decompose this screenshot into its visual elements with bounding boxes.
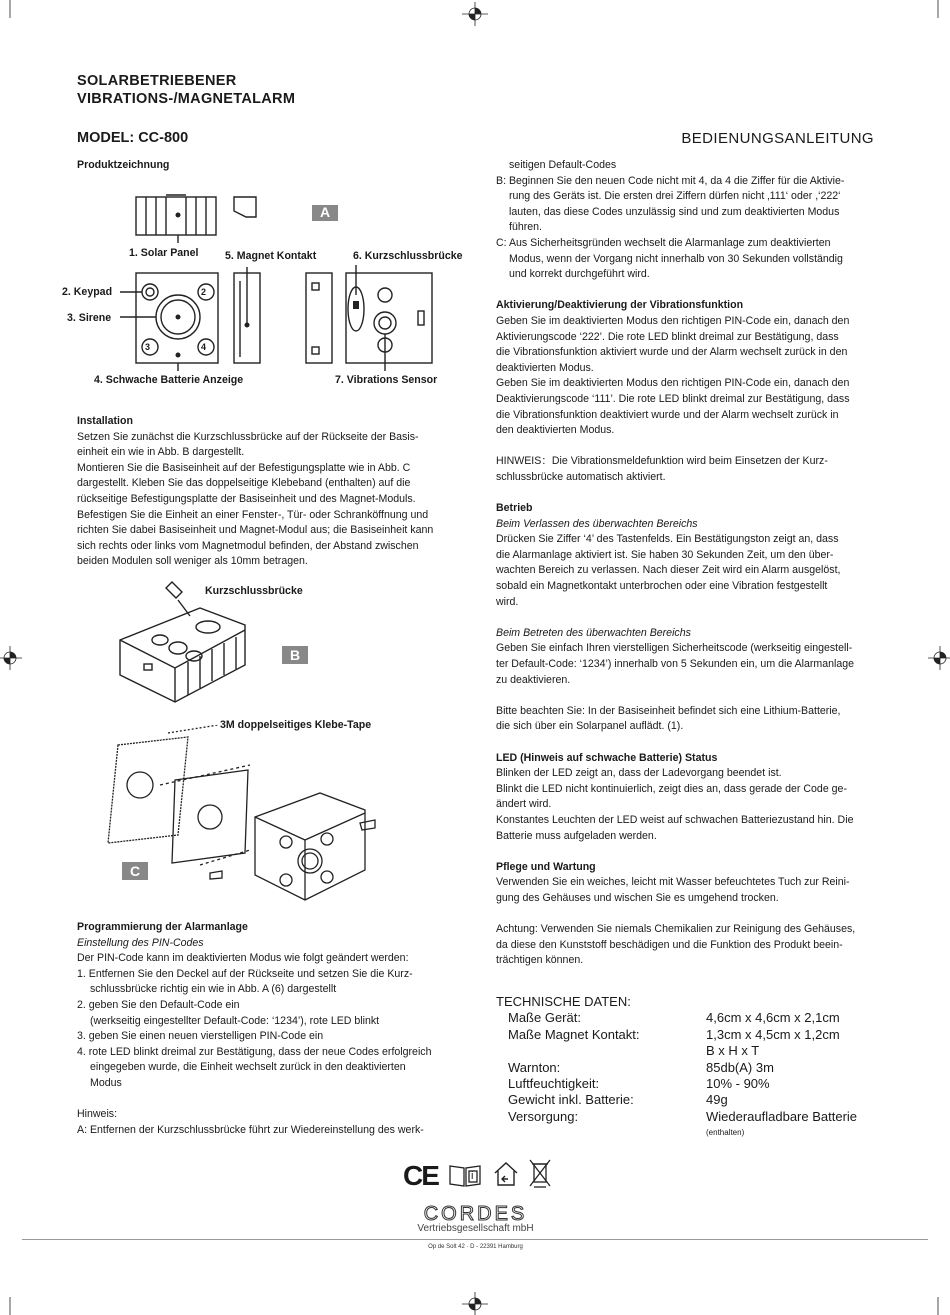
callout-keypad: 2. Keypad: [62, 286, 113, 298]
title-line-1: SOLARBETRIEBENER: [77, 73, 237, 89]
title-line-2: VIBRATIONS-/MAGNETALARM: [77, 91, 296, 107]
hint-label: Hinweis:: [77, 1108, 118, 1121]
programming-heading: Programmierung der Alarmanlage: [77, 921, 248, 933]
tech-value: 49g: [706, 1092, 728, 1108]
operation-heading: Betrieb: [496, 502, 533, 515]
led-heading: LED (Hinweis auf schwache Batterie) Status: [496, 751, 718, 764]
tech-data: [496, 994, 876, 1137]
tech-row: [496, 1060, 876, 1076]
care-warning: Achtung: Verwenden Sie niemals Chemikalien zur Reinigung des Gehäuses, da diese den Kunststoff beschädigen und die Funktion des Produkt beein- trächtigen können.: [496, 923, 856, 967]
callout-tape: 3M doppelseitiges Klebe-Tape: [220, 719, 372, 731]
hint-a-continued: seitigen Default-Codes: [509, 159, 617, 171]
figure-b-drawing: [110, 580, 310, 715]
drawing-heading: Produktzeichnung: [77, 159, 170, 171]
right-column: [496, 158, 886, 969]
callout-short-bridge-b: Kurzschlussbrücke: [205, 585, 303, 597]
programming-step: 1. Entfernen Sie den Deckel auf der Rückseite und setzen Sie die Kurz- schlussbrücke richtig ein wie in Abb. A (6) dargestellt: [77, 967, 413, 996]
vibration-activate-text: Geben Sie im deaktivierten Modus den richtigen PIN-Code ein, danach den Aktivierungscode ‘222’. Die rote LED blinkt dreimal zur Bestätigung, dass die Vibrationsfunktion aktiviert wurde und der Alarm wechselt zurück in den deaktivierten Modus.: [496, 314, 850, 374]
hint-c: C: Aus Sicherheitsgründen wechselt die Alarmanlage zum deaktivierten Modus, wenn der Vorgang nicht innerhalb von 30 Sekunden vollständig und korrekt durchgeführt wird.: [496, 236, 843, 281]
figure-c-label: C: [122, 862, 148, 880]
product-drawing-a: [60, 185, 490, 400]
tech-value: Wiederaufladbare Batterie: [706, 1108, 858, 1124]
installation-line: dargestellt. Kleben Sie das doppelseitige Klebeband (enthalten) auf die: [77, 477, 411, 490]
tech-key: Versorgung:: [508, 1108, 579, 1124]
programming-section: [77, 920, 477, 1138]
installation-line: einheit ein wie in Abb. B dargestellt.: [77, 446, 245, 459]
installation-section: [77, 414, 477, 570]
leave-area-heading: Beim Verlassen des überwachten Bereichs: [496, 517, 698, 530]
tech-key: Maße Magnet Kontakt:: [508, 1026, 640, 1042]
programming-intro: Der PIN-Code kann im deaktivierten Modus wie folgt geändert werden:: [77, 952, 409, 965]
tech-value: 4,6cm x 4,6cm x 2,1cm: [706, 1010, 840, 1026]
tech-row: [496, 1043, 876, 1059]
company-address: Op de Solt 42 · D - 22391 Hamburg: [428, 1244, 523, 1250]
figure-a-label: A: [319, 204, 331, 220]
callout-vibration-sensor: 7. Vibrations Sensor: [335, 374, 438, 386]
tech-key: Luftfeuchtigkeit:: [508, 1075, 600, 1091]
installation-line: beiden Modulen soll weniger als 10mm betragen.: [77, 555, 308, 568]
leave-area-text: Drücken Sie Ziffer ‘4’ des Tastenfelds. Ein Bestätigungston zeigt an, dass die Alarmanlage aktiviert ist. Sie haben 30 Sekunden Zeit, um den über- wachten Bereich zu verlassen. Nach dieser Zeit wird ein Alarm ausgelöst, sobald ein Magnetkontakt unterbrochen oder eine Vibration festgestellt wird.: [496, 533, 841, 608]
installation-text: [77, 430, 477, 570]
installation-line: rückseitige Befestigungsplatte der Basiseinheit und des Magnet-Moduls.: [77, 492, 416, 505]
info-glyph: i: [471, 1170, 474, 1182]
document-title: [77, 72, 295, 108]
led-text: Blinken der LED zeigt an, dass der Ladevorgang beendet ist. Blinkt die LED nicht kontinuierlich, zeigt dies an, dass gerade der Code ge- ändert wird. Konstantes Leuchten der LED weist auf schwachen Batteriezustand hin. Die Batterie muss aufgeladen werden.: [496, 767, 854, 842]
tech-value: 10% - 90%: [706, 1075, 770, 1091]
key-3: 3: [145, 342, 151, 352]
company-name: Vertriebsgesellschaft mbH: [417, 1223, 534, 1234]
key-4: 4: [201, 342, 207, 352]
installation-line: Setzen Sie zunächst die Kurzschlussbrücke auf der Rückseite der Basis-: [77, 430, 419, 443]
vibration-heading: Aktivierung/Deaktivierung der Vibrationsfunktion: [496, 299, 744, 312]
programming-step: 4. rote LED blinkt dreimal zur Bestätigung, dass der neue Codes erfolgreich eingegeben wurde, die Einheit wechselt zurück in den deaktivierten Modus: [77, 1045, 432, 1089]
tech-value: 85db(A) 3m: [706, 1059, 774, 1075]
tech-row: [496, 1027, 876, 1043]
tech-heading: TECHNISCHE DATEN:: [496, 994, 631, 1009]
installation-line: richten Sie dabei Basiseinheit und Magnet-Modul aus; die Basiseinheit kann: [77, 524, 434, 537]
pin-code-subheading: Einstellung des PIN-Codes: [77, 936, 204, 949]
figure-c-drawing: [100, 725, 390, 910]
vibration-note: HINWEIS：Die Vibrationsmeldefunktion wird beim Einsetzen der Kurz- schlussbrücke automatisch aktiviert.: [496, 455, 828, 483]
tech-key: Warnton:: [508, 1059, 561, 1075]
keypad-key-glyphs: [0, 0, 1, 1]
care-text: Verwenden Sie ein weiches, leicht mit Wasser befeuchtetes Tuch zur Reini- gung des Gehäuses und wischen Sie es umgehend trocken.: [496, 876, 850, 904]
hint-a-start: A: Entfernen der Kurzschlussbrücke führt zur Wiedereinstellung des werk-: [77, 1123, 424, 1136]
footer-rule: [22, 1239, 928, 1240]
callout-siren: 3. Sirene: [67, 312, 112, 324]
programming-step: 3. geben Sie einen neuen vierstelligen PIN-Code ein: [77, 1030, 324, 1043]
callout-battery-indicator: 4. Schwache Batterie Anzeige: [94, 374, 244, 386]
callout-short-circuit-bridge: 6. Kurzschlussbrücke: [353, 250, 463, 262]
programming-step: 2. geben Sie den Default-Code ein (werkseitig eingestellter Default-Code: ‘1234’), rote LED blinkt: [77, 998, 380, 1027]
installation-heading: Installation: [77, 415, 133, 427]
ce-mark: CE: [403, 1160, 438, 1191]
figure-b-label: B: [282, 646, 308, 664]
vibration-deactivate-text: Geben Sie im deaktivierten Modus den richtigen PIN-Code ein, danach den Deaktivierungscode ‘111’. Die rote LED blinkt dreimal zur Bestätigung, dass die Vibrationsfunktion deaktiviert wurde und der Alarm wechselt zurück in den deaktivierten Modus.: [496, 377, 850, 437]
weee-bin-icon: [528, 1158, 552, 1190]
manual-label: BEDIENUNGSANLEITUNG: [681, 130, 874, 147]
care-heading: Pflege und Wartung: [496, 860, 596, 873]
battery-note: Bitte beachten Sie: In der Basiseinheit befindet sich eine Lithium-Batterie, die sich über ein Solarpanel auflädt. (1).: [496, 704, 841, 733]
installation-line: sich rechts oder links vom Magnetmodul befinden, der Abstand zwischen: [77, 539, 419, 552]
tech-row: [496, 1092, 876, 1108]
enter-area-text: Geben Sie einfach Ihren vierstelligen Sicherheitscode (werkseitig eingestell- ter Default-Code: ‘1234’) innerhalb von 5 Sekunden ein, um die Alarmanlage zu deaktivieren.: [496, 642, 855, 686]
tech-value: B x H x T: [706, 1043, 760, 1059]
supply-note: (enthalten): [706, 1128, 745, 1138]
callout-magnet-contact: 5. Magnet Kontakt: [225, 250, 317, 262]
tech-row: [496, 1010, 876, 1026]
tech-key: Maße Gerät:: [508, 1010, 581, 1026]
enter-area-heading: Beim Betreten des überwachten Bereichs: [496, 626, 691, 639]
indoor-use-house-icon: [492, 1160, 520, 1188]
tech-row: [496, 1109, 876, 1125]
key-2: 2: [201, 287, 207, 297]
tech-key: Gewicht inkl. Batterie:: [508, 1092, 634, 1108]
tech-value: 1,3cm x 4,5cm x 1,2cm: [706, 1026, 840, 1042]
manual-book-icon: [448, 1162, 482, 1188]
model-number: MODEL: CC-800: [77, 130, 189, 146]
tech-row: [496, 1076, 876, 1092]
cordes-logo: CORDES: [423, 1203, 528, 1225]
hint-b: B: Beginnen Sie den neuen Code nicht mit 4, da 4 die Ziffer für die Aktivie- rung des Geräts ist. Die ersten drei Ziffern dürfen nicht ‚111‘ oder ,‘222‘ lauten, das diese Codes unzulässig sind und zum deaktivierten Modus führen.: [496, 174, 845, 234]
callout-solar-panel: 1. Solar Panel: [129, 247, 199, 259]
installation-line: Befestigen Sie die Einheit an einer Fenster-, Tür- oder Schranköffnung und: [77, 508, 429, 521]
installation-line: Montieren Sie die Basiseinheit auf der Befestigungsplatte wie in Abb. C: [77, 461, 411, 474]
